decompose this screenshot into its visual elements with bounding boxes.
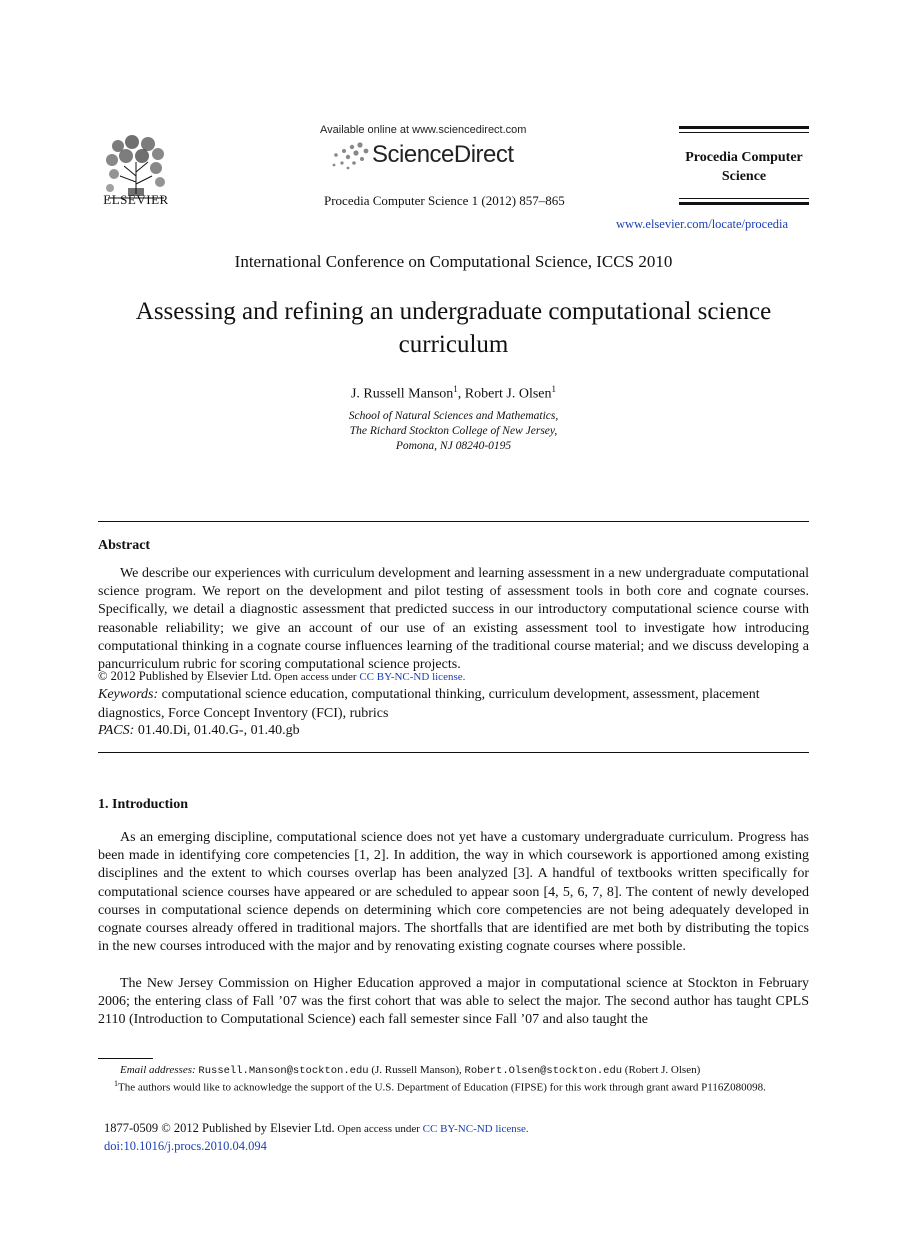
pacs-text: 01.40.Di, 01.40.G-, 01.40.gb <box>134 723 300 738</box>
journal-box-rule-bottom <box>679 202 809 205</box>
copyright-text: 2012 Published by Elsevier Ltd. <box>170 1121 335 1135</box>
journal-url-link[interactable]: www.elsevier.com/locate/procedia <box>616 217 789 231</box>
keywords-text: computational science education, computational thinking, curriculum development, assessment, placement diagnostics, Force Concept Inventory (FCI), rubrics <box>98 687 760 721</box>
journal-name-line2: Science <box>721 169 767 184</box>
abstract-text <box>98 565 809 674</box>
paper-title-line1: Assessing and refining an undergraduate computational science <box>135 298 772 325</box>
paper-title-line2: curriculum <box>398 331 509 358</box>
keywords <box>98 686 809 723</box>
keywords-label: Keywords: <box>98 687 159 702</box>
author-separator: , <box>457 386 465 402</box>
email-label: Email addresses: <box>120 1064 196 1076</box>
intro-paragraph-1 <box>98 829 809 956</box>
affiliation-line: School of Natural Sciences and Mathematics, <box>348 410 559 422</box>
affiliation-line: The Richard Stockton College of New Jersey, <box>349 425 558 437</box>
copyright-symbol: © <box>161 1121 171 1135</box>
email-owner: (J. Russell Manson), <box>368 1064 465 1076</box>
paragraph-text: As an emerging discipline, computational science does not yet have a customary undergraduate curriculum. Progress has been made in identifying core competencies [1, 2]. In addition, the way in which coursework is apportioned among existing disciplines and the extent to which courses overlap has been analyzed [3]. A handful of textbooks written specifically for computational science courses have appeared or are scheduled to appear soon [4, 5, 6, 7, 8]. The content of newly developed courses in computational science depends on determining which core competencies are not being adequately developed in cognate courses already offered in traditional majors. The shortfalls that are identified are met both by distributing the topics in the new courses introduced with the major and by renovating existing cognate courses where possible. <box>98 830 809 955</box>
journal-box-rule-top-thin <box>679 132 809 133</box>
author-affiliation-mark: 1 <box>551 384 556 394</box>
abstract-rule-top <box>98 521 809 522</box>
copyright-text: 2012 Published by Elsevier Ltd. <box>107 669 272 683</box>
copyright-symbol: © <box>98 669 108 683</box>
section-heading: 1. Introduction <box>98 797 188 812</box>
affiliation <box>0 409 907 454</box>
issn-number: 1877-0509 <box>104 1121 162 1135</box>
pacs-codes <box>98 723 300 739</box>
journal-citation: Procedia Computer Science 1 (2012) 857–865 <box>324 193 565 208</box>
acknowledgement-footnote <box>98 1077 809 1095</box>
abstract-heading: Abstract <box>98 538 151 553</box>
issn-line <box>104 1120 529 1138</box>
email-owner: (Robert J. Olsen) <box>622 1064 701 1076</box>
email-link[interactable]: Russell.Manson@stockton.edu <box>198 1065 369 1077</box>
available-online-text: Available online at www.sciencedirect.com <box>320 124 527 136</box>
sciencedirect-dots-icon <box>330 141 370 171</box>
affiliation-line: Pomona, NJ 08240-0195 <box>395 440 512 452</box>
author-name: Robert J. Olsen <box>464 386 552 402</box>
footnote-text: The authors would like to acknowledge the support of the U.S. Department of Education (FIPSE) for this work through grant award P116Z080098. <box>118 1081 766 1094</box>
license-link[interactable]: CC BY-NC-ND license. <box>422 1123 529 1135</box>
journal-box-rule-bottom-thin <box>679 198 809 199</box>
journal-name <box>679 148 809 186</box>
doi-link[interactable]: doi:10.1016/j.procs.2010.04.094 <box>104 1139 267 1153</box>
footnote-rule <box>98 1058 153 1059</box>
copyright-line <box>98 669 465 684</box>
open-access-text: Open access under <box>271 671 360 683</box>
abstract-rule-bottom <box>98 752 809 753</box>
author-name: J. Russell Manson <box>350 386 454 402</box>
footnote-mark: 1 <box>114 1079 118 1088</box>
journal-box-rule-top <box>679 126 809 129</box>
author-list <box>0 384 907 403</box>
conference-name: International Conference on Computational Science, ICCS 2010 <box>234 252 673 271</box>
paper-title <box>100 295 807 361</box>
paragraph-text: The New Jersey Commission on Higher Education approved a major in computational science at Stockton in February 2006; the entering class of Fall ’07 was the first cohort that was able to select the major. The second author has taught CPLS 2110 (Introduction to Computational Science) each fall semester since Fall ’07 and also taught the <box>98 976 809 1028</box>
email-link[interactable]: Robert.Olsen@stockton.edu <box>464 1065 623 1077</box>
license-link[interactable]: CC BY-NC-ND license. <box>359 671 466 683</box>
open-access-text: Open access under <box>334 1123 423 1135</box>
issn-block <box>104 1120 529 1155</box>
publisher-name: ELSEVIER <box>103 192 169 207</box>
sciencedirect-wordmark: ScienceDirect <box>372 141 514 168</box>
abstract-body: We describe our experiences with curriculum development and learning assessment in a new undergraduate computational science program. We report on the development and pilot testing of assessment tools in both core and cognate courses. Specifically, we detail a diagnostic assessment that predicted success in our introductory computational science course with reasonable reliability; we give an account of our use of an existing assessment tool to investigate how introducing computational thinking in a cognate course influences learning of the traditional course material; and we discuss developing a pancurriculum rubric for scoring computational science projects. <box>98 566 809 673</box>
author-affiliation-mark: 1 <box>453 384 458 394</box>
pacs-label: PACS: <box>98 723 135 738</box>
journal-name-line1: Procedia Computer <box>685 150 803 165</box>
intro-paragraph-2 <box>98 975 809 1030</box>
